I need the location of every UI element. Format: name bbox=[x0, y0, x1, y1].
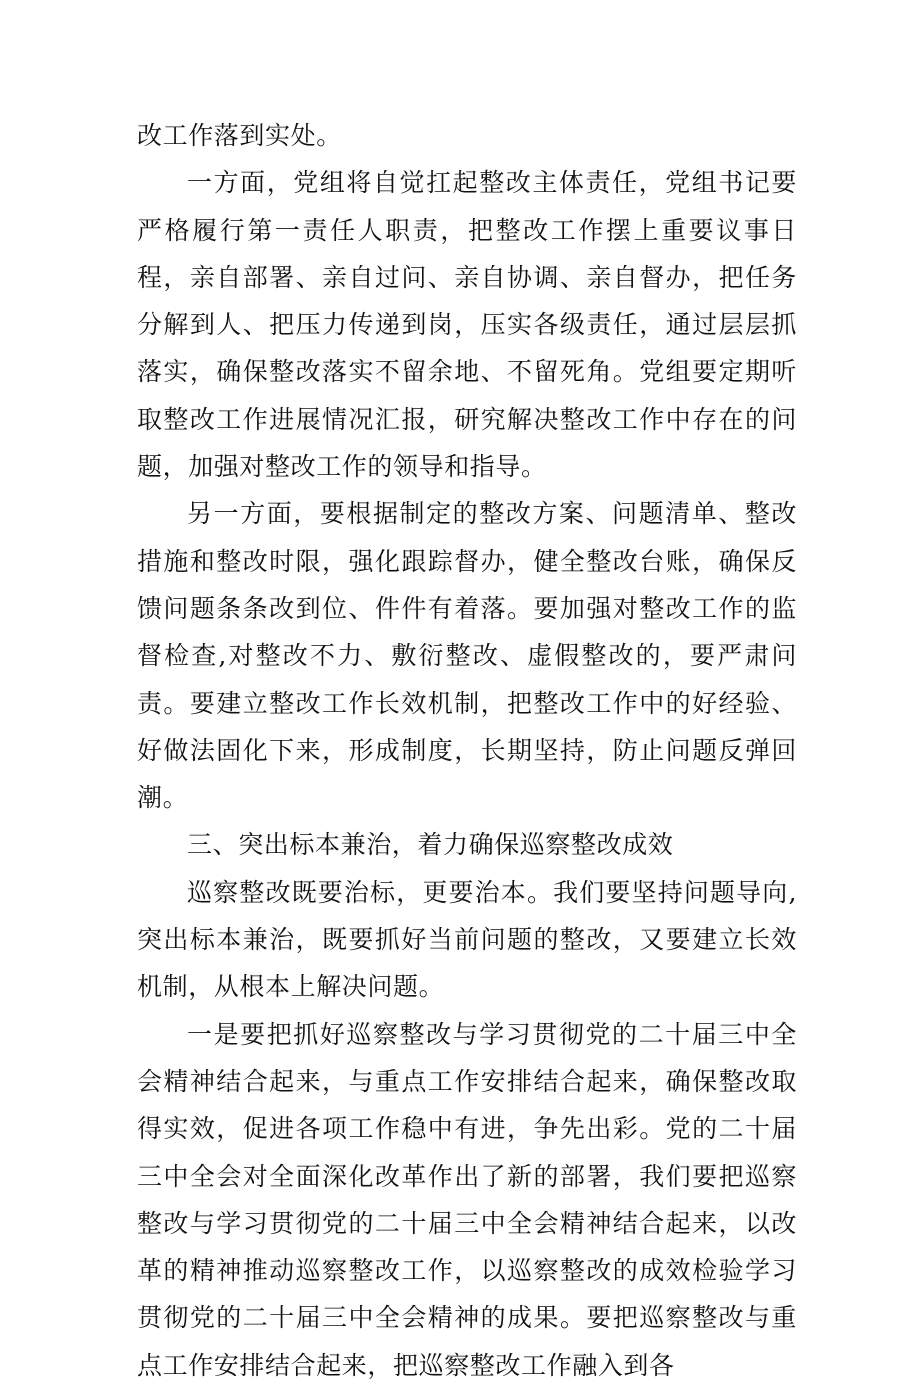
paragraph-other-aspect: 另一方面，要根据制定的整改方案、问题清单、整改措施和整改时限，强化跟踪督办，健全整改台账，确保反馈问题条条改到位、件件有着落。要加强对整改工作的监督检查,对整改不力、敷衍整改、虚假整改的，要严肃问责。要建立整改工作长效机制，把整改工作中的好经验、好做法固化下来，形成制度，长期坚持，防止问题反弹回潮。 bbox=[137, 499, 797, 813]
section-heading-three: 三、突出标本兼治，着力确保巡察整改成效 bbox=[187, 830, 674, 860]
paragraph-first-point: 一是要把抓好巡察整改与学习贯彻党的二十届三中全会精神结合起来，与重点工作安排结合起来，确保整改取得实效，促进各项工作稳中有进，争先出彩。党的二十届三中全会对全面深化改革作出了新的部署，我们要把巡察整改与学习贯彻党的二十届三中全会精神结合起来，以改革的精神推动巡察整改工作，以巡察整改的成效检验学习贯彻党的二十届三中全会精神的成果。要把巡察整改与重点工作安排结合起来，把巡察整改工作融入到各 bbox=[137, 1019, 797, 1380]
paragraph-continuation: 改工作落到实处。 bbox=[137, 121, 342, 150]
paragraph-root-cause: 巡察整改既要治标，更要治本。我们要坚持问题导向,突出标本兼治，既要抓好当前问题的整改，又要建立长效机制，从根本上解决问题。 bbox=[137, 877, 797, 1002]
document-body bbox=[137, 112, 797, 1389]
paragraph-one-aspect: 一方面，党组将自觉扛起整改主体责任，党组书记要严格履行第一责任人职责，把整改工作摆上重要议事日程，亲自部署、亲自过问、亲自协调、亲自督办，把任务分解到人、把压力传递到岗，压实各级责任，通过层层抓落实，确保整改落实不留余地、不留死角。党组要定期听取整改工作进展情况汇报，研究解决整改工作中存在的问题，加强对整改工作的领导和指导。 bbox=[137, 168, 797, 482]
